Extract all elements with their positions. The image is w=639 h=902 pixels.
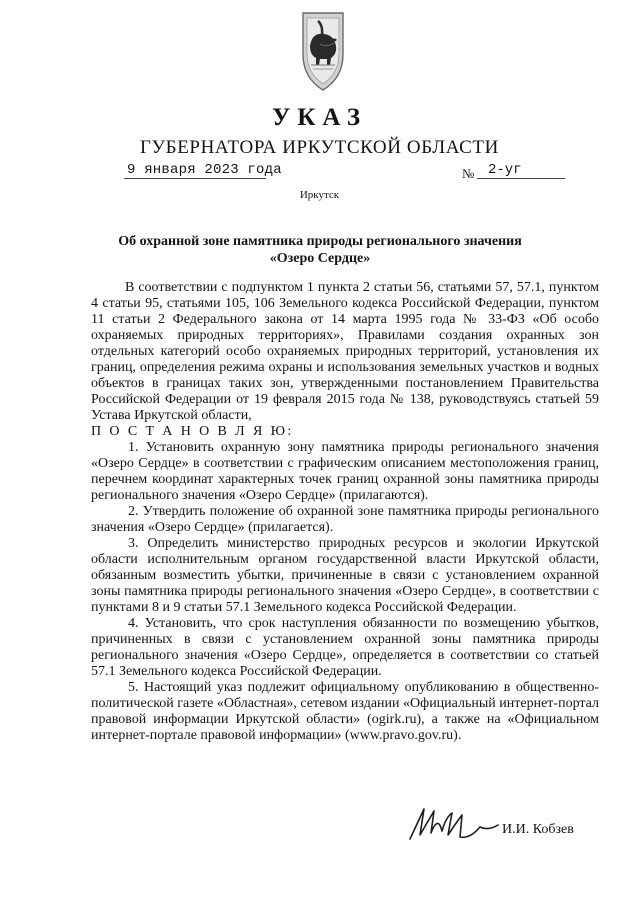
coat-of-arms-icon (300, 10, 346, 94)
decree-item-2 (91, 504, 599, 536)
document-body (91, 280, 599, 744)
item-number: 3. (128, 536, 139, 551)
decree-item-5 (91, 680, 599, 744)
document-title: УКАЗ (271, 104, 368, 131)
item-text: Утвердить положение об охранной зоне памятника природы регионального значения «Озеро Сердце» (прилагается). (91, 504, 600, 535)
decree-item-3 (91, 536, 599, 616)
decree-word: П О С Т А Н О В Л Я Ю: (91, 424, 294, 439)
city-name: Иркутск (299, 189, 340, 201)
number-underline (477, 178, 565, 179)
signer-name: И.И. Кобзев (502, 822, 574, 837)
document-date: 9 января 2023 года (127, 162, 282, 178)
item-text: Настоящий указ подлежит официальному опубликованию в общественно-политической газете «Областная», сетевом издании «Официальный интернет-портал правовой информации Иркутской области» (ogirk.ru), а также на «Официальном интернет-портале правовой информации» (www.pravo.gov.ru). (91, 680, 600, 743)
preamble-paragraph: В соответствии с подпунктом 1 пункта 2 статьи 56, статьями 57, 57.1, пунктом 4 статьи 95, статьями 105, 106 Земельного кодекса Российской Федерации, пунктом 11 статьи 2 Федерального закона от 14 марта 1995 года № 33-ФЗ «Об особо охраняемых природных территориях», Правилами создания охранных зон отдельных категорий особо охраняемых природных территорий, установления их границ, определения режима охраны и использования земельных участков и водных объектов в границах таких зон, утвержденными постановлением Правительства Российской Федерации от 19 февраля 2015 года № 138, руководствуясь статьей 59 Устава Иркутской области, (91, 280, 599, 423)
heading-line-2: «Озеро Сердце» (269, 251, 371, 266)
item-text: Установить, что срок наступления обязанности по возмещению убытков, причиненных в связи с установлением охранной зоны памятника природы регионального значения «Озеро Сердце», определяется в соответствии со статьей 57.1 Земельного кодекса Российской Федерации. (91, 616, 599, 679)
signature-icon (404, 801, 504, 847)
item-number: 5. (128, 680, 139, 695)
item-text: Определить министерство природных ресурсов и экологии Иркутской области исполнительным органом государственной власти Иркутской области, обязанным возместить убытки, причиненные в связи с установлением охранной зоны памятника природы регионального значения «Озеро Сердце», в соответствии с пунктами 8 и 9 статьи 57.1 Земельного кодекса Российской Федерации. (91, 536, 599, 615)
item-text: Установить охранную зону памятника природы регионального значения «Озеро Сердце» в соответствии с графическим описанием местоположения границ, перечнем координат характерных точек границ охранной зоны памятника природы регионального значения «Озеро Сердце» (прилагаются). (91, 440, 599, 503)
document-number: 2-уг (488, 162, 522, 178)
heading-line-1: Об охранной зоне памятника природы регионального значения (118, 234, 522, 249)
date-underline (124, 178, 266, 179)
issuer-title: ГУБЕРНАТОРА ИРКУТСКОЙ ОБЛАСТИ (140, 137, 499, 158)
document-heading (80, 233, 560, 267)
decree-item-1 (91, 440, 599, 504)
item-number: 1. (128, 440, 139, 455)
item-number: 4. (128, 616, 139, 631)
number-sign: № (462, 166, 475, 181)
item-number: 2. (128, 504, 139, 519)
decree-item-4 (91, 616, 599, 680)
